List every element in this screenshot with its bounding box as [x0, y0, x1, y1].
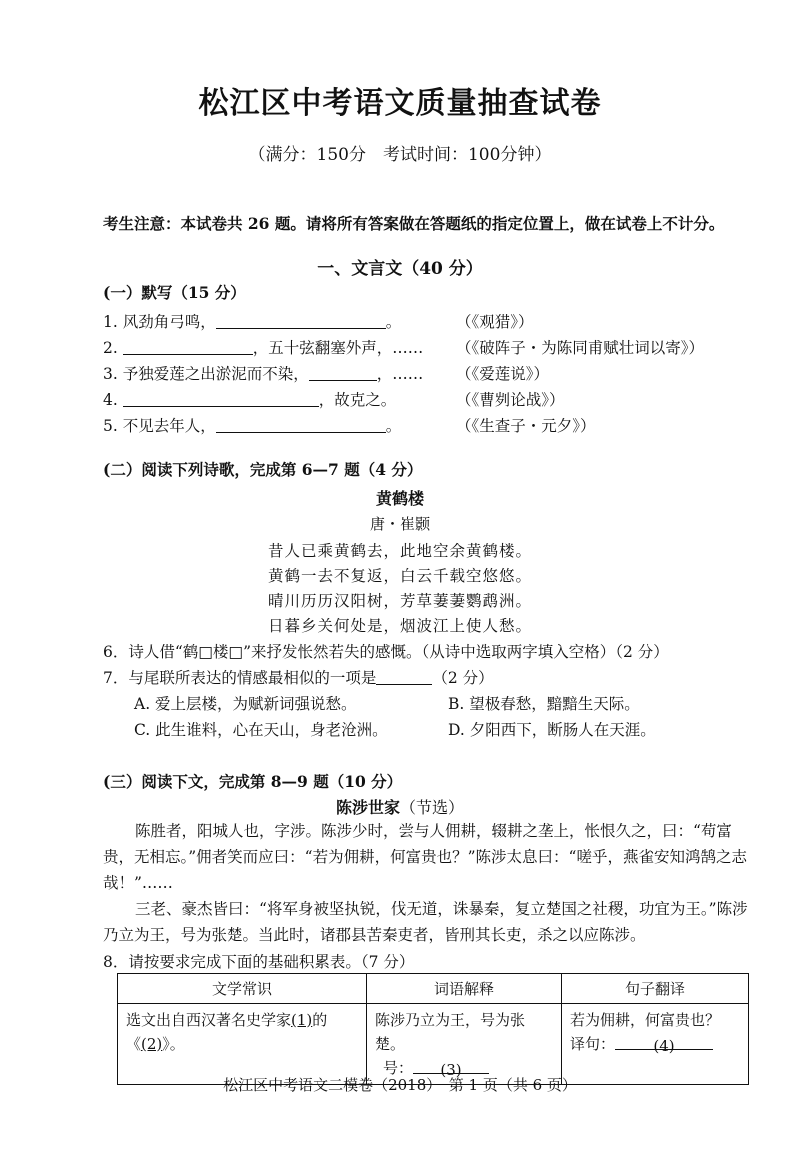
poem-title: 黄鹤楼 [375, 489, 424, 508]
option-c: C. 此生谁料，心在天山，身老沧洲。 [134, 721, 388, 739]
answer-blank [309, 365, 377, 382]
table-cell-literature: 选文出自西汉著名史学家(1)的 《(2)》。 [118, 1004, 367, 1085]
table-header: 句子翻译 [562, 974, 749, 1004]
passage-paragraph-2: 三老、豪杰皆曰：“将军身被坚执锐，伐无道，诛暴秦，复立楚国之社稷，功宜为王。”陈涉乃立为王，号为张楚。当此时，诸郡县苦秦吏者，皆刑其长吏，杀之以应陈涉。 [103, 900, 748, 944]
answer-blank [216, 417, 386, 434]
part1-label: (一）默写（15 分） [103, 283, 246, 302]
table-cell-translation: 若为佣耕，何富贵也？ 译句： (4) [562, 1004, 749, 1085]
accumulation-table [117, 973, 749, 1085]
poem-line: 日暮乡关何处是，烟波江上使人愁。 [267, 617, 532, 635]
poem-author: 唐・崔颢 [369, 515, 430, 533]
poem-line: 晴川历历汉阳树，芳草萋萋鹦鹉洲。 [267, 592, 532, 610]
question-6: 6．诗人借“鹤□楼□”来抒发怅然若失的感慨。（从诗中选取两字填入空格）（2 分） [103, 643, 669, 661]
exam-subtitle: （满分：150分 考试时间：100分钟） [248, 145, 552, 165]
option-a: A. 爱上层楼，为赋新词强说愁。 [134, 695, 357, 713]
question-8: 8．请按要求完成下面的基础积累表。（7 分） [103, 953, 415, 971]
answer-blank [123, 391, 319, 408]
recite-source-5: （《生查子・元夕》） [456, 417, 596, 435]
page-footer: 松江区中考语文二模卷（2018） 第 1 页（共 6 页） [223, 1076, 577, 1094]
recite-source-1: （《观猎》） [456, 313, 534, 331]
question-7: 7．与尾联所表达的情感最相似的一项是 （2 分） [103, 669, 494, 687]
answer-blank [216, 313, 386, 330]
poem-line: 昔人已乘黄鹤去，此地空余黄鹤楼。 [267, 542, 532, 560]
recite-source-4: （《曹刿论战》） [456, 391, 565, 409]
poem-line: 黄鹤一去不复返，白云千载空悠悠。 [267, 567, 532, 585]
recite-item-4: 4. ，故克之。 [103, 391, 397, 409]
option-d: D. 夕阳西下，断肠人在天涯。 [448, 721, 656, 739]
answer-blank: (4) [615, 1034, 713, 1050]
part3-label: (三）阅读下文，完成第 8—9 题（10 分） [103, 772, 403, 791]
recite-source-2: （《破阵子・为陈同甫赋壮词以寄》） [456, 339, 705, 357]
recite-item-5: 5. 不见去年人， 。 [103, 417, 402, 435]
answer-blank [376, 669, 432, 686]
recite-source-3: （《爱莲说》） [456, 365, 550, 383]
exam-notice: 考生注意：本试卷共 26 题。请将所有答案做在答题纸的指定位置上，做在试卷上不计分。 [103, 214, 725, 233]
answer-blank: (3) [413, 1058, 489, 1074]
table-header: 文学常识 [118, 974, 367, 1004]
exam-title: 松江区中考语文质量抽查试卷 [198, 86, 602, 121]
table-cell-word: 陈涉乃立为王，号为张楚。 号： (3) [367, 1004, 562, 1085]
passage-paragraph-1: 陈胜者，阳城人也，字涉。陈涉少时，尝与人佣耕，辍耕之垄上，怅恨久之，曰：“苟富贵，无相忘。”佣者笑而应曰：“若为佣耕，何富贵也？”陈涉太息曰：“嗟乎，燕雀安知鸿鹄之志哉！”…… [103, 822, 747, 892]
table-header: 词语解释 [367, 974, 562, 1004]
recite-item-2: 2. ，五十弦翻塞外声，…… [103, 339, 424, 357]
answer-blank: (1) [291, 1011, 313, 1029]
option-b: B. 望极春愁，黯黯生天际。 [448, 695, 640, 713]
section-heading: 一、文言文（40 分） [317, 259, 483, 279]
recite-item-3: 3. 予独爱莲之出淤泥而不染， ，…… [103, 365, 424, 383]
part2-label: (二）阅读下列诗歌，完成第 6—7 题（4 分） [103, 460, 423, 479]
text-title: 陈涉世家（节选） [335, 798, 465, 817]
answer-blank [123, 339, 253, 356]
recite-item-1: 1. 风劲角弓鸣， 。 [103, 313, 402, 331]
answer-blank: (2) [141, 1035, 163, 1053]
